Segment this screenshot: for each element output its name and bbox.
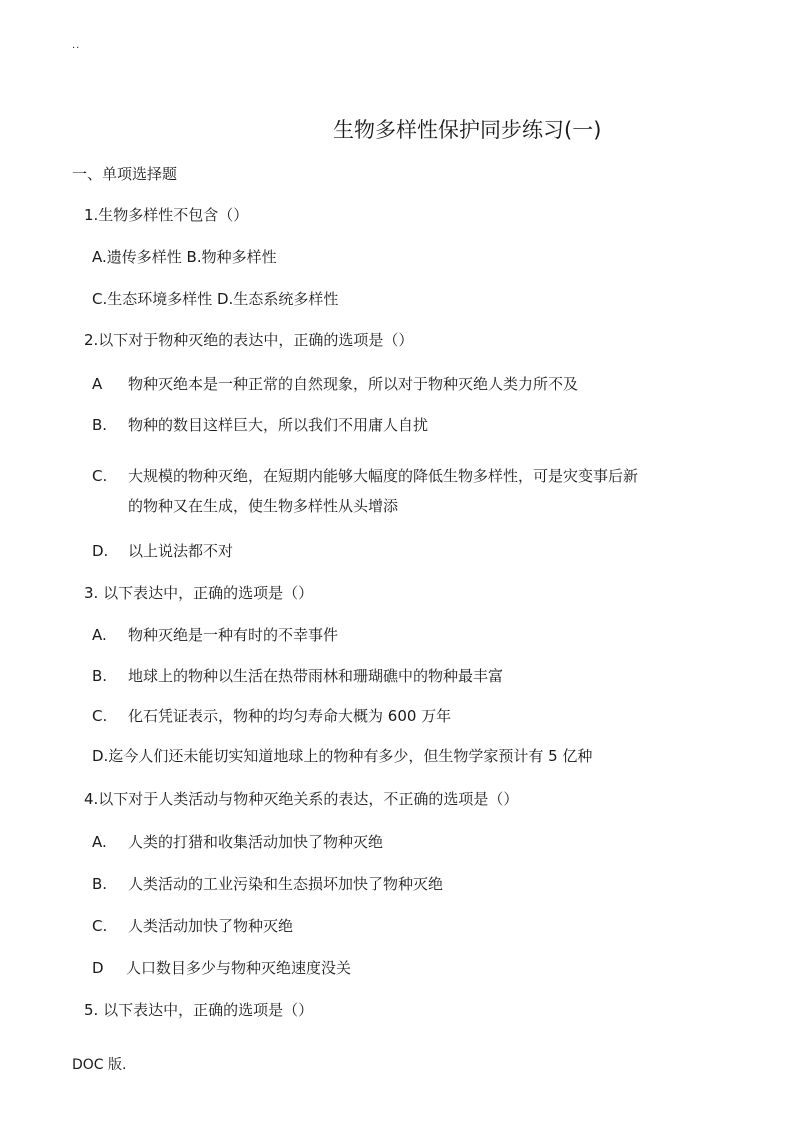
- page-title: 生物多样性保护同步练习(一): [333, 118, 602, 142]
- question-3-stem: 3. 以下表达中，正确的选项是（）: [84, 584, 314, 602]
- option-text: 地球上的物种以生活在热带雨林和珊瑚礁中的物种最丰富: [128, 667, 504, 685]
- question-5-stem: 5. 以下表达中，正确的选项是（）: [84, 1001, 314, 1019]
- question-4-option-b: [92, 873, 443, 894]
- option-letter: A.: [92, 833, 107, 851]
- option-text: 物种的数目这样巨大，所以我们不用庸人自扰: [128, 416, 429, 434]
- question-3-option-d: D.迄今人们还未能切实知道地球上的物种有多少，但生物学家预计有 5 亿种: [92, 747, 593, 765]
- option-letter: B.: [92, 416, 108, 434]
- option-letter: C.: [92, 467, 108, 485]
- option-text: 大规模的物种灭绝，在短期内能够大幅度的降低生物多样性，可是灾变事后新: [128, 467, 639, 485]
- option-text: 人类的打猎和收集活动加快了物种灭绝: [128, 833, 384, 851]
- option-text: 物种灭绝本是一种正常的自然现象，所以对于物种灭绝人类力所不及: [128, 375, 579, 393]
- question-4-option-a: [92, 831, 383, 852]
- question-2-option-a: [92, 373, 578, 394]
- question-2-option-c-continuation: 的物种又在生成，使生物多样性从头增添: [128, 497, 399, 515]
- option-letter: C.: [92, 917, 108, 935]
- question-3-option-a: [92, 624, 338, 645]
- option-text: 人类活动加快了物种灭绝: [128, 917, 294, 935]
- question-2-option-b: [92, 414, 428, 435]
- question-1-line-1: A.遗传多样性 B.物种多样性: [92, 248, 277, 266]
- question-3-option-b: [92, 665, 503, 686]
- section-heading: 一、单项选择题: [72, 165, 178, 183]
- question-1-stem: 1.生物多样性不包含（）: [84, 206, 249, 224]
- question-4-stem: 4.以下对于人类活动与物种灭绝关系的表达，不正确的选项是（）: [84, 790, 519, 808]
- question-2-option-c: [92, 465, 638, 486]
- question-4-option-d: [92, 957, 351, 978]
- option-letter: A: [92, 375, 103, 393]
- question-2-stem: 2.以下对于物种灭绝的表达中，正确的选项是（）: [84, 331, 414, 349]
- option-letter: A.: [92, 626, 107, 644]
- option-letter: B.: [92, 667, 108, 685]
- question-3-option-c: [92, 705, 451, 726]
- question-2-option-d: [92, 540, 233, 561]
- option-letter: D.: [92, 542, 109, 560]
- option-text: 物种灭绝是一种有时的不幸事件: [128, 626, 339, 644]
- option-letter: B.: [92, 875, 108, 893]
- page-footer: DOC 版.: [72, 1057, 127, 1073]
- corner-mark: ..: [72, 40, 81, 51]
- option-letter: C.: [92, 707, 108, 725]
- option-text: 人口数目多少与物种灭绝速度没关: [126, 959, 352, 977]
- question-4-option-c: [92, 915, 293, 936]
- option-text: 化石凭证表示，物种的均匀寿命大概为 600 万年: [128, 707, 452, 725]
- option-letter: D: [92, 959, 104, 977]
- option-text: 以上说法都不对: [128, 542, 234, 560]
- question-1-line-2: C.生态环境多样性 D.生态系统多样性: [92, 290, 339, 308]
- option-text: 人类活动的工业污染和生态损坏加快了物种灭绝: [128, 875, 444, 893]
